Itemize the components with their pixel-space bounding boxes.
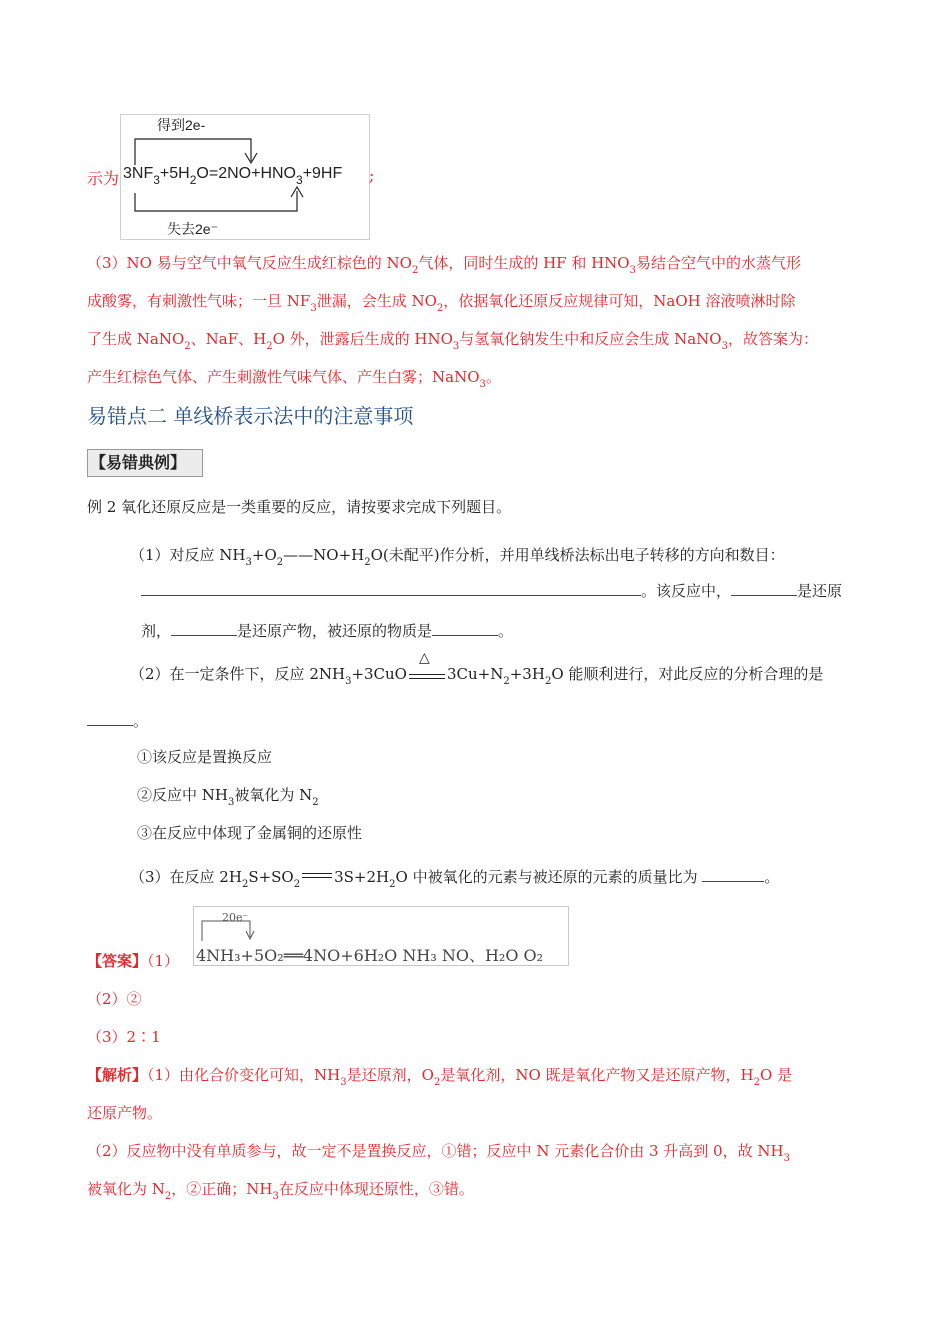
lose-electrons-label: 失去2e⁻: [167, 221, 218, 237]
heat-condition-sign: △: [409, 666, 445, 679]
question-1-line2: 。该反应中， 是还原: [141, 580, 842, 601]
answer-blank[interactable]: [141, 581, 641, 596]
answer-blank[interactable]: [87, 711, 133, 726]
analysis-1: 【解析】（1）由化合价变化可知，$NH_3$是还原剂，$O_2$是氧化剂，NO 既是氧化产物又是还原产物，$H_2O$ 是: [87, 1066, 793, 1088]
option-2: ②反应中 $NH_3$被氧化为 $N_2$: [137, 786, 319, 808]
para3-line4: 产生红棕色气体、产生刺激性气味气体、产生白雾；NaNO$_3$。: [87, 368, 501, 390]
para3-line1: （3）NO 易与空气中氧气反应生成红棕色的 $NO_2$气体，同时生成的 HF 和 $HNO_3$易结合空气中的水蒸气形: [87, 254, 802, 276]
typical-error-tag: 【易错典例】: [87, 449, 203, 477]
answer-figure: [193, 906, 569, 966]
fig1-prefix: 示为: [87, 169, 120, 188]
electron-count-label: 20e⁻: [222, 911, 249, 924]
answer-blank[interactable]: [702, 867, 764, 882]
answer-blank[interactable]: [731, 581, 797, 596]
example-intro: 例 2 氧化还原反应是一类重要的反应，请按要求完成下列题目。: [87, 498, 512, 516]
fig1-suffix: ;: [369, 166, 375, 185]
analysis-2: （2）反应物中没有单质参与，故一定不是置换反应，①错；反应中 N 元素化合价由 3 升高到 0，故 $NH_3$: [87, 1142, 790, 1164]
electron-transfer-figure: [120, 114, 370, 240]
answer-equation: 4NH₃+5O₂══4NO+6H₂O NH₃ NO、H₂O O₂: [196, 946, 544, 965]
analysis-2-line2: 被氧化为 $N_2$，②正确；$NH_3$在反应中体现还原性，③错。: [87, 1180, 474, 1202]
para3-line2: 成酸雾，有刺激性气味；一旦 $NF_3$泄漏，会生成 $NO_2$，依据氧化还原反应规律可知，NaOH 溶液喷淋时除: [87, 292, 796, 314]
answer-3: （3）2∶1: [87, 1028, 161, 1046]
question-1-line3: 剂， 是还原产物，被还原的物质是 。: [141, 622, 514, 640]
equals-sign: [302, 873, 332, 878]
question-3: （3）在反应 $2H_2S+SO_2$ $3S+2H_2O$ 中被氧化的元素与被还原的元素的质量比为 。: [130, 868, 780, 890]
answer-2: （2）②: [87, 990, 142, 1008]
answer-row-1: 【答案】（1）: [87, 952, 180, 970]
question-1: （1）对反应 $NH_3+O_2——NO+H_2O$(未配平)作分析，并用单线桥法标出电子转移的方向和数目：: [130, 546, 785, 568]
analysis-1-line2: 还原产物。: [87, 1104, 163, 1122]
question-2-line2: 。: [87, 710, 148, 731]
option-3: ③在反应中体现了金属铜的还原性: [137, 824, 363, 842]
gain-electrons-label: 得到2e-: [157, 117, 206, 133]
answer-blank[interactable]: [432, 621, 498, 636]
option-1: ①该反应是置换反应: [137, 748, 273, 766]
question-2: （2）在一定条件下，反应 $2NH_3+3CuO$ △ $3Cu+N_2+3H_2O$ 能顺利进行，对此反应的分析合理的是: [130, 650, 824, 687]
section-heading: 易错点二 单线桥表示法中的注意事项: [87, 404, 414, 428]
para3-line3: 了生成 NaNO$_2$、NaF、$H_2O$ 外，泄露后生成的 $HNO_3$与氢氧化钠发生中和反应会生成 NaNO$_3$，故答案为：: [87, 330, 818, 352]
fig1-equation: $3NF_3+5H_2O=2NO+HNO_3+9HF$: [123, 165, 343, 187]
answer-blank[interactable]: [171, 621, 237, 636]
